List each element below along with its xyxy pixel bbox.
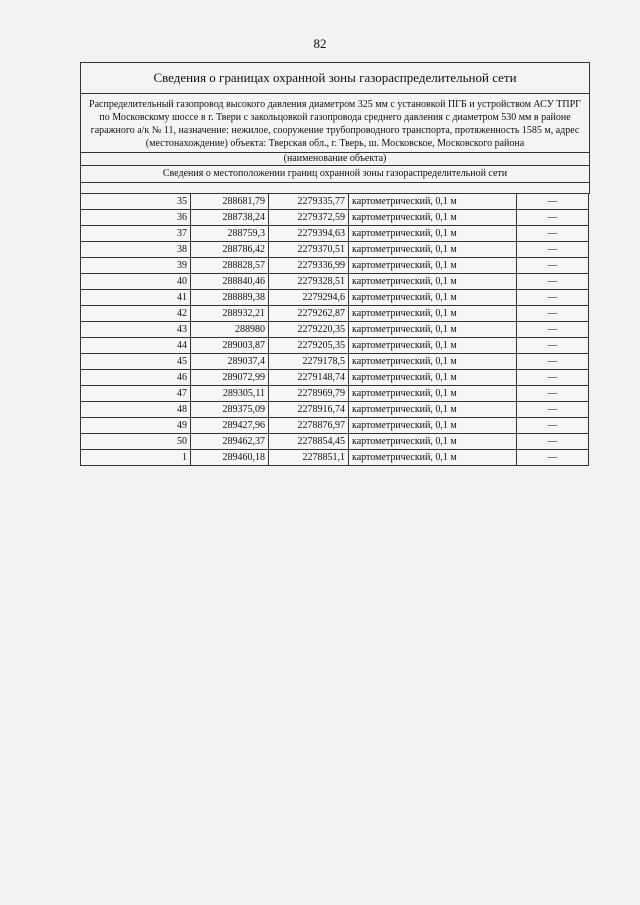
description-cell: — [517, 450, 589, 466]
description-cell: — [517, 354, 589, 370]
x-coordinate-cell: 289003,87 [191, 338, 269, 354]
point-number-cell: 38 [81, 242, 191, 258]
method-cell: картометрический, 0,1 м [349, 226, 517, 242]
y-coordinate-cell: 2279394,63 [269, 226, 349, 242]
x-coordinate-cell: 289037,4 [191, 354, 269, 370]
method-cell: картометрический, 0,1 м [349, 386, 517, 402]
description-cell: — [517, 322, 589, 338]
y-coordinate-cell: 2279294,6 [269, 290, 349, 306]
point-number-cell: 1 [81, 450, 191, 466]
description-cell: — [517, 338, 589, 354]
x-coordinate-cell: 288786,42 [191, 242, 269, 258]
method-cell: картометрический, 0,1 м [349, 322, 517, 338]
point-number-cell: 40 [81, 274, 191, 290]
table-row [81, 386, 589, 402]
table-row [81, 306, 589, 322]
method-cell: картометрический, 0,1 м [349, 274, 517, 290]
description-cell: — [517, 226, 589, 242]
point-number-cell: 50 [81, 434, 191, 450]
x-coordinate-cell: 289460,18 [191, 450, 269, 466]
y-coordinate-cell: 2278851,1 [269, 450, 349, 466]
y-coordinate-cell: 2279148,74 [269, 370, 349, 386]
y-coordinate-cell: 2278969,79 [269, 386, 349, 402]
table-row [81, 210, 589, 226]
method-cell: картометрический, 0,1 м [349, 354, 517, 370]
y-coordinate-cell: 2279220,35 [269, 322, 349, 338]
table-row [81, 226, 589, 242]
x-coordinate-cell: 288759,3 [191, 226, 269, 242]
x-coordinate-cell: 288889,38 [191, 290, 269, 306]
point-number-cell: 44 [81, 338, 191, 354]
point-number-cell: 41 [81, 290, 191, 306]
x-coordinate-cell: 288681,79 [191, 194, 269, 210]
table-row [81, 370, 589, 386]
y-coordinate-cell: 2279370,51 [269, 242, 349, 258]
x-coordinate-cell: 288738,24 [191, 210, 269, 226]
description-cell: — [517, 274, 589, 290]
y-coordinate-cell: 2278916,74 [269, 402, 349, 418]
point-number-cell: 49 [81, 418, 191, 434]
document-title: Сведения о границах охранной зоны газораспределительной сети [81, 63, 589, 94]
object-caption: (наименование объекта) [81, 153, 589, 166]
table-row [81, 194, 589, 210]
method-cell: картометрический, 0,1 м [349, 338, 517, 354]
point-number-cell: 39 [81, 258, 191, 274]
method-cell: картометрический, 0,1 м [349, 370, 517, 386]
x-coordinate-cell: 288840,46 [191, 274, 269, 290]
divider [81, 182, 589, 193]
method-cell: картометрический, 0,1 м [349, 258, 517, 274]
point-number-cell: 48 [81, 402, 191, 418]
point-number-cell: 47 [81, 386, 191, 402]
description-cell: — [517, 194, 589, 210]
table-row [81, 402, 589, 418]
table-row [81, 338, 589, 354]
y-coordinate-cell: 2279336,99 [269, 258, 349, 274]
document-header-box [80, 62, 590, 194]
y-coordinate-cell: 2279178,5 [269, 354, 349, 370]
x-coordinate-cell: 288932,21 [191, 306, 269, 322]
table-row [81, 274, 589, 290]
coordinates-table [80, 193, 589, 466]
y-coordinate-cell: 2278876,97 [269, 418, 349, 434]
table-row [81, 290, 589, 306]
point-number-cell: 43 [81, 322, 191, 338]
table-row [81, 450, 589, 466]
y-coordinate-cell: 2279328,51 [269, 274, 349, 290]
x-coordinate-cell: 289305,11 [191, 386, 269, 402]
description-cell: — [517, 418, 589, 434]
y-coordinate-cell: 2279335,77 [269, 194, 349, 210]
table-row [81, 258, 589, 274]
section-title: Сведения о местоположении границ охранной зоны газораспределительной сети [162, 168, 508, 179]
y-coordinate-cell: 2278854,45 [269, 434, 349, 450]
description-cell: — [517, 402, 589, 418]
y-coordinate-cell: 2279372,59 [269, 210, 349, 226]
table-row [81, 322, 589, 338]
page-number: 82 [313, 36, 327, 51]
x-coordinate-cell: 289072,99 [191, 370, 269, 386]
point-number-cell: 45 [81, 354, 191, 370]
point-number-cell: 36 [81, 210, 191, 226]
y-coordinate-cell: 2279262,87 [269, 306, 349, 322]
description-cell: — [517, 242, 589, 258]
description-cell: — [517, 306, 589, 322]
coordinates-table-body [81, 194, 589, 466]
point-number-cell: 35 [81, 194, 191, 210]
method-cell: картометрический, 0,1 м [349, 402, 517, 418]
x-coordinate-cell: 289375,09 [191, 402, 269, 418]
description-cell: — [517, 210, 589, 226]
method-cell: картометрический, 0,1 м [349, 290, 517, 306]
method-cell: картометрический, 0,1 м [349, 434, 517, 450]
y-coordinate-cell: 2279205,35 [269, 338, 349, 354]
point-number-cell: 42 [81, 306, 191, 322]
description-cell: — [517, 370, 589, 386]
table-row [81, 242, 589, 258]
method-cell: картометрический, 0,1 м [349, 450, 517, 466]
object-description: Распределительный газопровод высокого давления диаметром 325 мм с установкой ПГБ и устройством АСУ ТПРГ по Московскому шоссе в г. Твери с закольцовкой газопровода среднего давления с диаметром 530 мм в районе гаражного а/к № 11, назначение: нежилое, сооружение трубопроводного транспорта, протяженность 1585 м, адрес (местонахождение) объекта: Тверская обл., г. Тверь, ш. Московское, Московского района [81, 94, 589, 153]
table-row [81, 418, 589, 434]
table-row [81, 434, 589, 450]
point-number-cell: 46 [81, 370, 191, 386]
description-cell: — [517, 258, 589, 274]
x-coordinate-cell: 288828,57 [191, 258, 269, 274]
method-cell: картометрический, 0,1 м [349, 418, 517, 434]
x-coordinate-cell: 289427,96 [191, 418, 269, 434]
description-cell: — [517, 434, 589, 450]
description-cell: — [517, 290, 589, 306]
x-coordinate-cell: 288980 [191, 322, 269, 338]
method-cell: картометрический, 0,1 м [349, 194, 517, 210]
method-cell: картометрический, 0,1 м [349, 242, 517, 258]
table-row [81, 354, 589, 370]
point-number-cell: 37 [81, 226, 191, 242]
method-cell: картометрический, 0,1 м [349, 306, 517, 322]
description-cell: — [517, 386, 589, 402]
x-coordinate-cell: 289462,37 [191, 434, 269, 450]
method-cell: картометрический, 0,1 м [349, 210, 517, 226]
